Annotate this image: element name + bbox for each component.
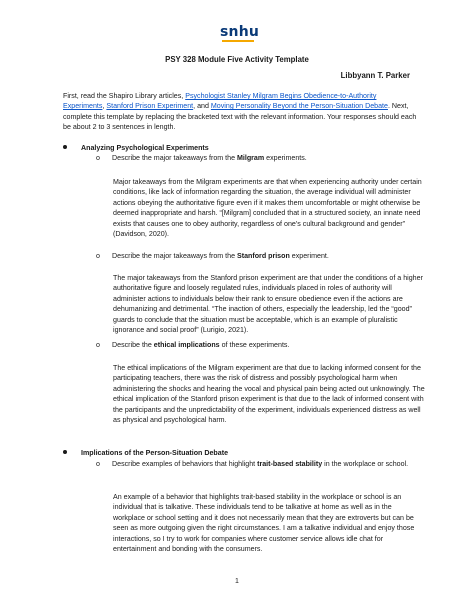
sub-bullet-marker: o	[96, 154, 100, 162]
section-heading-analyzing	[63, 143, 209, 153]
prompt-milgram	[96, 153, 426, 163]
author-name: Libbyann T. Parker	[340, 71, 410, 80]
answer-stanford: The major takeaways from the Stanford prison experiment are that under the conditions of a higher authoritative figure and loosely regulated rules, individuals placed in roles of authority will administer actions to individuals below their rank to ensure obedience even if the actions are dehumanizing and detrimental. “The inaction of others, especially the leadership, led the “good” guards to conclude that the situation must be acceptable, which is an example of pluralistic ignorance and social proof” (Lurigio, 2021).	[113, 274, 423, 335]
prompt-text: Describe examples of behaviors that highlight	[112, 460, 258, 468]
intro-text-3: , and	[193, 102, 211, 111]
answer-trait-stability: An example of a behavior that highlights trait-based stability in the workplace or school is an individual that is talkative. These individuals tend to be talkative at home as well as in the workplace or school setting and it does not necessarily mean that they are extroverts but can be seen as more outgoing given the right circumstances. I am a talkative individual and enjoy those interactions, so I try to work for companies where customer service allows idle chat for entertainment and bonding with the consumers.	[113, 493, 415, 554]
answer-milgram: Major takeaways from the Milgram experiments are that when experiencing authority under certain conditions, like lack of information regarding the situation, the average individual will administer actions obeying the authoritative figure even if it makes them uncomfortable or might otherwise be deemed inappropriate and harsh. “[Milgram] concluded that in a structured society, an innate need exists that causes one to obey authority, regardless of one’s cultural background and gender” (Davidson, 2020).	[113, 178, 422, 239]
prompt-text-end: of these experiments.	[219, 341, 290, 349]
section-heading-label: Implications of the Person-Situation Debate	[81, 449, 229, 457]
bullet-dot-icon	[63, 450, 67, 454]
prompt-bold: Stanford prison	[236, 252, 290, 260]
sub-bullet-marker: o	[96, 341, 100, 349]
prompt-text: Describe the	[112, 341, 154, 349]
stanford-article-link[interactable]: Stanford Prison Experiment	[106, 102, 194, 111]
prompt-text-end: experiment.	[289, 252, 329, 260]
prompt-text-end: experiments.	[264, 154, 307, 162]
logo-wordmark: snhu	[220, 24, 260, 40]
intro-paragraph	[63, 91, 419, 133]
prompt-text: Describe the major takeaways from the	[112, 154, 237, 162]
intro-text-4: . Next, complete this template by replacing the bracketed text with the relevant information. Your responses should each be about 2 to 3 sentences in length.	[63, 102, 417, 132]
sub-bullet-marker: o	[96, 460, 100, 468]
prompt-stanford	[96, 251, 426, 261]
intro-text-1: First, read the Shapiro Library articles,	[63, 92, 186, 100]
prompt-text: Describe the major takeaways from the	[112, 252, 237, 260]
prompt-bold: trait-based stability	[257, 460, 323, 468]
prompt-bold: ethical implications	[153, 341, 220, 349]
personality-article-link[interactable]: Moving Personality Beyond the Person-Situation Debate	[210, 102, 388, 111]
milgram-article-link[interactable]: Psychologist Stanley Milgram Begins Obedience-to-Authority Experiments	[63, 92, 377, 111]
prompt-text-end: in the workplace or school.	[322, 460, 409, 468]
answer-ethical: The ethical implications of the Milgram experiment are that due to lacking informed consent for the participating teachers, there was the risk of distress and possibly psychological harm when administering the shocks and hearing the vocal and physical pain being acted out unknowingly. The ethical implication of the Stanford prison experiment is that due to the lack of informed consent with the participants and the unpredictability of the experiment, individuals experienced distress as well as physical and psychological harm.	[113, 364, 425, 425]
snhu-logo	[220, 24, 260, 50]
section-heading-person-situation	[63, 448, 228, 458]
prompt-bold: Milgram	[236, 154, 265, 162]
prompt-trait-stability	[96, 459, 426, 469]
document-title: PSY 328 Module Five Activity Template	[165, 55, 309, 64]
section-heading-label: Analyzing Psychological Experiments	[81, 144, 209, 152]
bullet-dot-icon	[63, 145, 67, 149]
page-number: 1	[235, 578, 239, 585]
logo-underline-bar	[222, 40, 254, 42]
intro-text-2: ,	[102, 102, 107, 111]
sub-bullet-marker: o	[96, 252, 100, 260]
prompt-ethical	[96, 340, 426, 350]
